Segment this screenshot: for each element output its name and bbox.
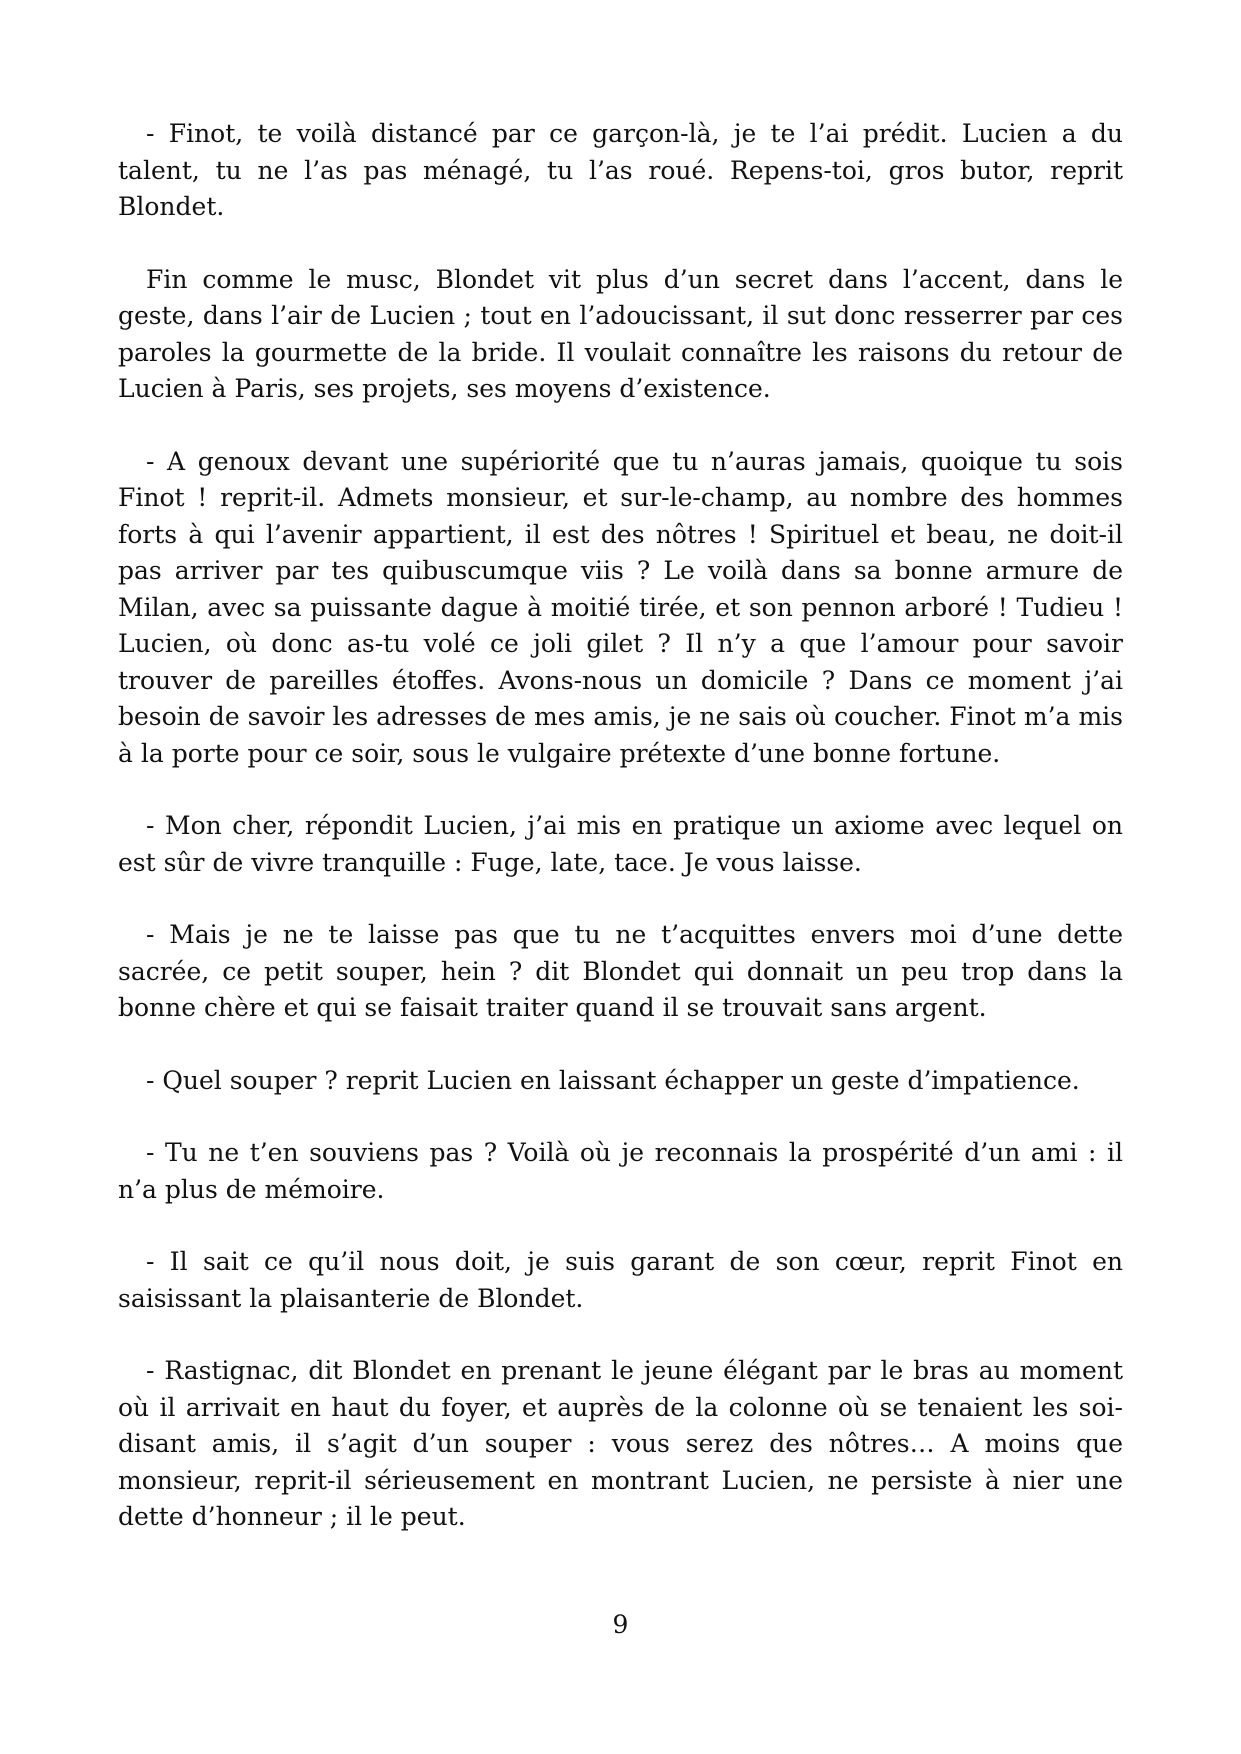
- paragraph-2: Fin comme le musc, Blondet vit plus d’un secret dans l’accent, dans le geste, dans l’air de Lucien ; tout en l’adoucissant, il sut donc resserrer par ces paroles la gourmette de la bride. Il voulait connaître les raisons du retour de Lucien à Paris, ses projets, ses moyens d’existence.: [118, 264, 1123, 403]
- paragraph-8: - Il sait ce qu’il nous doit, je suis garant de son cœur, reprit Finot en saisissant la plaisanterie de Blondet.: [118, 1247, 1123, 1313]
- paragraph-4: - Mon cher, répondit Lucien, j’ai mis en pratique un axiome avec lequel on est sûr de vivre tranquille : Fuge, late, tace. Je vous laisse.: [118, 811, 1123, 877]
- page-number: 9: [612, 1610, 629, 1639]
- paragraph-5: - Mais je ne te laisse pas que tu ne t’acquittes envers moi d’une dette sacrée, ce petit souper, hein ? dit Blondet qui donnait un peu trop dans la bonne chère et qui se faisait traiter quand il se trouvait sans argent.: [118, 920, 1123, 1022]
- paragraph-7: - Tu ne t’en souviens pas ? Voilà où je reconnais la prospérité d’un ami : il n’a plus de mémoire.: [118, 1138, 1123, 1204]
- paragraph-3: - A genoux devant une supériorité que tu n’auras jamais, quoique tu sois Finot ! reprit-il. Admets monsieur, et sur-le-champ, au nombre des hommes forts à qui l’avenir appartient, il est des nôtres ! Spirituel et beau, ne doit-il pas arriver par tes quibuscumque viis ? Le voilà dans sa bonne armure de Milan, avec sa puissante dague à moitié tirée, et son pennon arboré ! Tudieu ! Lucien, où donc as-tu volé ce joli gilet ? Il n’y a que l’amour pour savoir trouver de pareilles étoffes. Avons-nous un domicile ? Dans ce moment j’ai besoin de savoir les adresses de mes amis, je ne sais où coucher. Finot m’a mis à la porte pour ce soir, sous le vulgaire prétexte d’une bonne fortune.: [118, 446, 1123, 768]
- paragraph-1: - Finot, te voilà distancé par ce garçon-là, je te l’ai prédit. Lucien a du talent, tu ne l’as pas ménagé, tu l’as roué. Repens-toi, gros butor, reprit Blondet.: [118, 119, 1123, 221]
- paragraph-6: - Quel souper ? reprit Lucien en laissant échapper un geste d’impatience.: [146, 1065, 1080, 1095]
- page-body: [118, 116, 1123, 1572]
- paragraph-9: - Rastignac, dit Blondet en prenant le jeune élégant par le bras au moment où il arrivait en haut du foyer, et auprès de la colonne où se tenaient les soi-disant amis, il s’agit d’un souper : vous serez des nôtres… A moins que monsieur, reprit-il sérieusement en montrant Lucien, ne persiste à nier une dette d’honneur ; il le peut.: [118, 1356, 1123, 1531]
